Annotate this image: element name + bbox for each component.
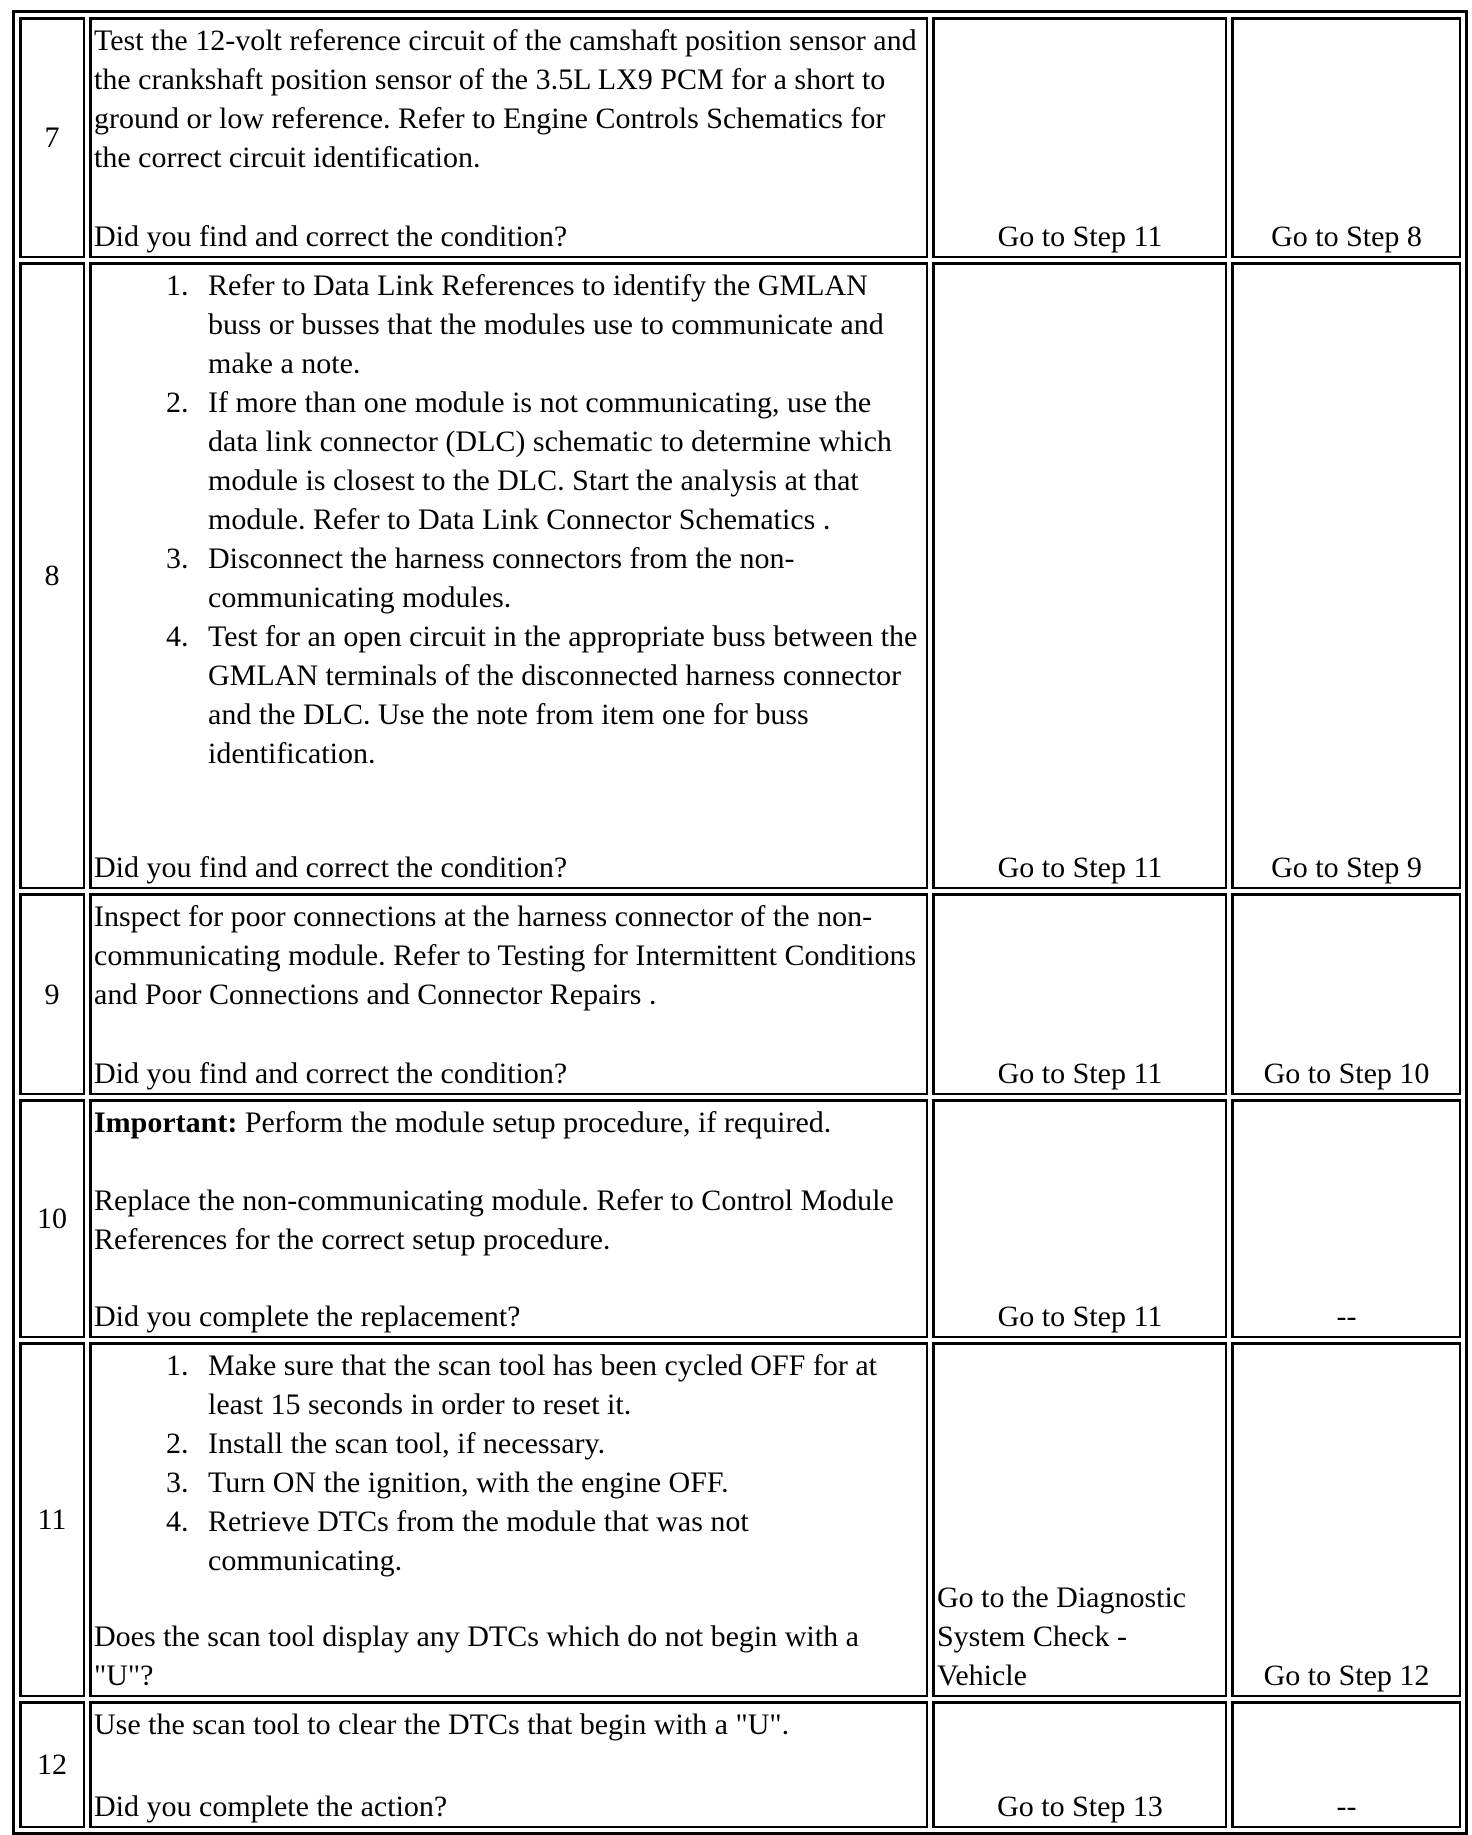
list-item: 3. Disconnect the harness connectors from the non-communicating modules.: [196, 539, 924, 617]
step-question: Did you complete the action?: [94, 1790, 448, 1823]
yes-result: Go to the Diagnostic System Check - Vehicle: [932, 1342, 1227, 1697]
step-number: 9: [19, 893, 85, 1095]
list-item: 2. If more than one module is not communicating, use the data link connector (DLC) schematic to determine which module is closest to the DLC. Start the analysis at that module. Refer to Data Link Connector Schematics .: [196, 383, 924, 539]
no-result: --: [1231, 1701, 1461, 1828]
list-item: 4. Retrieve DTCs from the module that was not communicating.: [196, 1502, 924, 1580]
diagnostic-steps-table: [12, 10, 1468, 1835]
step-checklist: [94, 1346, 924, 1580]
list-item: 1. Refer to Data Link References to identify the GMLAN buss or busses that the modules use to communicate and make a note.: [196, 266, 924, 383]
step-question: Did you find and correct the condition?: [94, 1057, 568, 1090]
list-item: 2. Install the scan tool, if necessary.: [196, 1424, 924, 1463]
step-action: [89, 262, 928, 889]
step-action: [89, 1342, 928, 1697]
step-text: Use the scan tool to clear the DTCs that begin with a "U".: [94, 1708, 790, 1741]
yes-result: Go to Step 13: [932, 1701, 1227, 1828]
step-question: Did you complete the replacement?: [94, 1300, 521, 1333]
step-text: Test the 12-volt reference circuit of the camshaft position sensor and the crankshaft position sensor of the 3.5L LX9 PCM for a short to ground or low reference. Refer to Engine Controls Schematics for the correct circuit identification.: [94, 24, 917, 174]
no-result: Go to Step 8: [1231, 17, 1461, 258]
important-label: Important:: [94, 1106, 238, 1139]
table-row: [19, 893, 1461, 1095]
list-item: 3. Turn ON the ignition, with the engine OFF.: [196, 1463, 924, 1502]
step-number: 7: [19, 17, 85, 258]
yes-result: Go to Step 11: [932, 1099, 1227, 1338]
step-number: 8: [19, 262, 85, 889]
important-text: Perform the module setup procedure, if required.: [237, 1106, 832, 1139]
step-checklist: [94, 266, 924, 773]
table-row: [19, 1099, 1461, 1338]
step-action: [89, 1701, 928, 1828]
yes-result: Go to Step 11: [932, 893, 1227, 1095]
yes-result: Go to Step 11: [932, 262, 1227, 889]
no-result: Go to Step 12: [1231, 1342, 1461, 1697]
list-item: 1. Make sure that the scan tool has been cycled OFF for at least 15 seconds in order to reset it.: [196, 1346, 924, 1424]
table-row: [19, 17, 1461, 258]
step-number: 12: [19, 1701, 85, 1828]
important-note: [94, 1103, 924, 1142]
step-question: Did you find and correct the condition?: [94, 851, 568, 884]
step-text: Inspect for poor connections at the harness connector of the non-communicating module. Refer to Testing for Intermittent Conditions and Poor Connections and Connector Repairs .: [94, 900, 917, 1011]
no-result: Go to Step 10: [1231, 893, 1461, 1095]
table-row: [19, 1342, 1461, 1697]
table-row: [19, 1701, 1461, 1828]
step-text: Replace the non-communicating module. Refer to Control Module References for the correct setup procedure.: [94, 1184, 894, 1256]
no-result: Go to Step 9: [1231, 262, 1461, 889]
step-number: 11: [19, 1342, 85, 1697]
step-action: [89, 1099, 928, 1338]
step-question: Did you find and correct the condition?: [94, 220, 568, 253]
list-item: 4. Test for an open circuit in the appropriate buss between the GMLAN terminals of the disconnected harness connector and the DLC. Use the note from item one for buss identification.: [196, 617, 924, 773]
step-number: 10: [19, 1099, 85, 1338]
no-result: --: [1231, 1099, 1461, 1338]
step-action: [89, 893, 928, 1095]
yes-result: Go to Step 11: [932, 17, 1227, 258]
table-row: [19, 262, 1461, 889]
step-action: [89, 17, 928, 258]
step-question: Does the scan tool display any DTCs which do not begin with a "U"?: [94, 1620, 859, 1692]
procedure-table-wrapper: [12, 10, 1458, 1835]
